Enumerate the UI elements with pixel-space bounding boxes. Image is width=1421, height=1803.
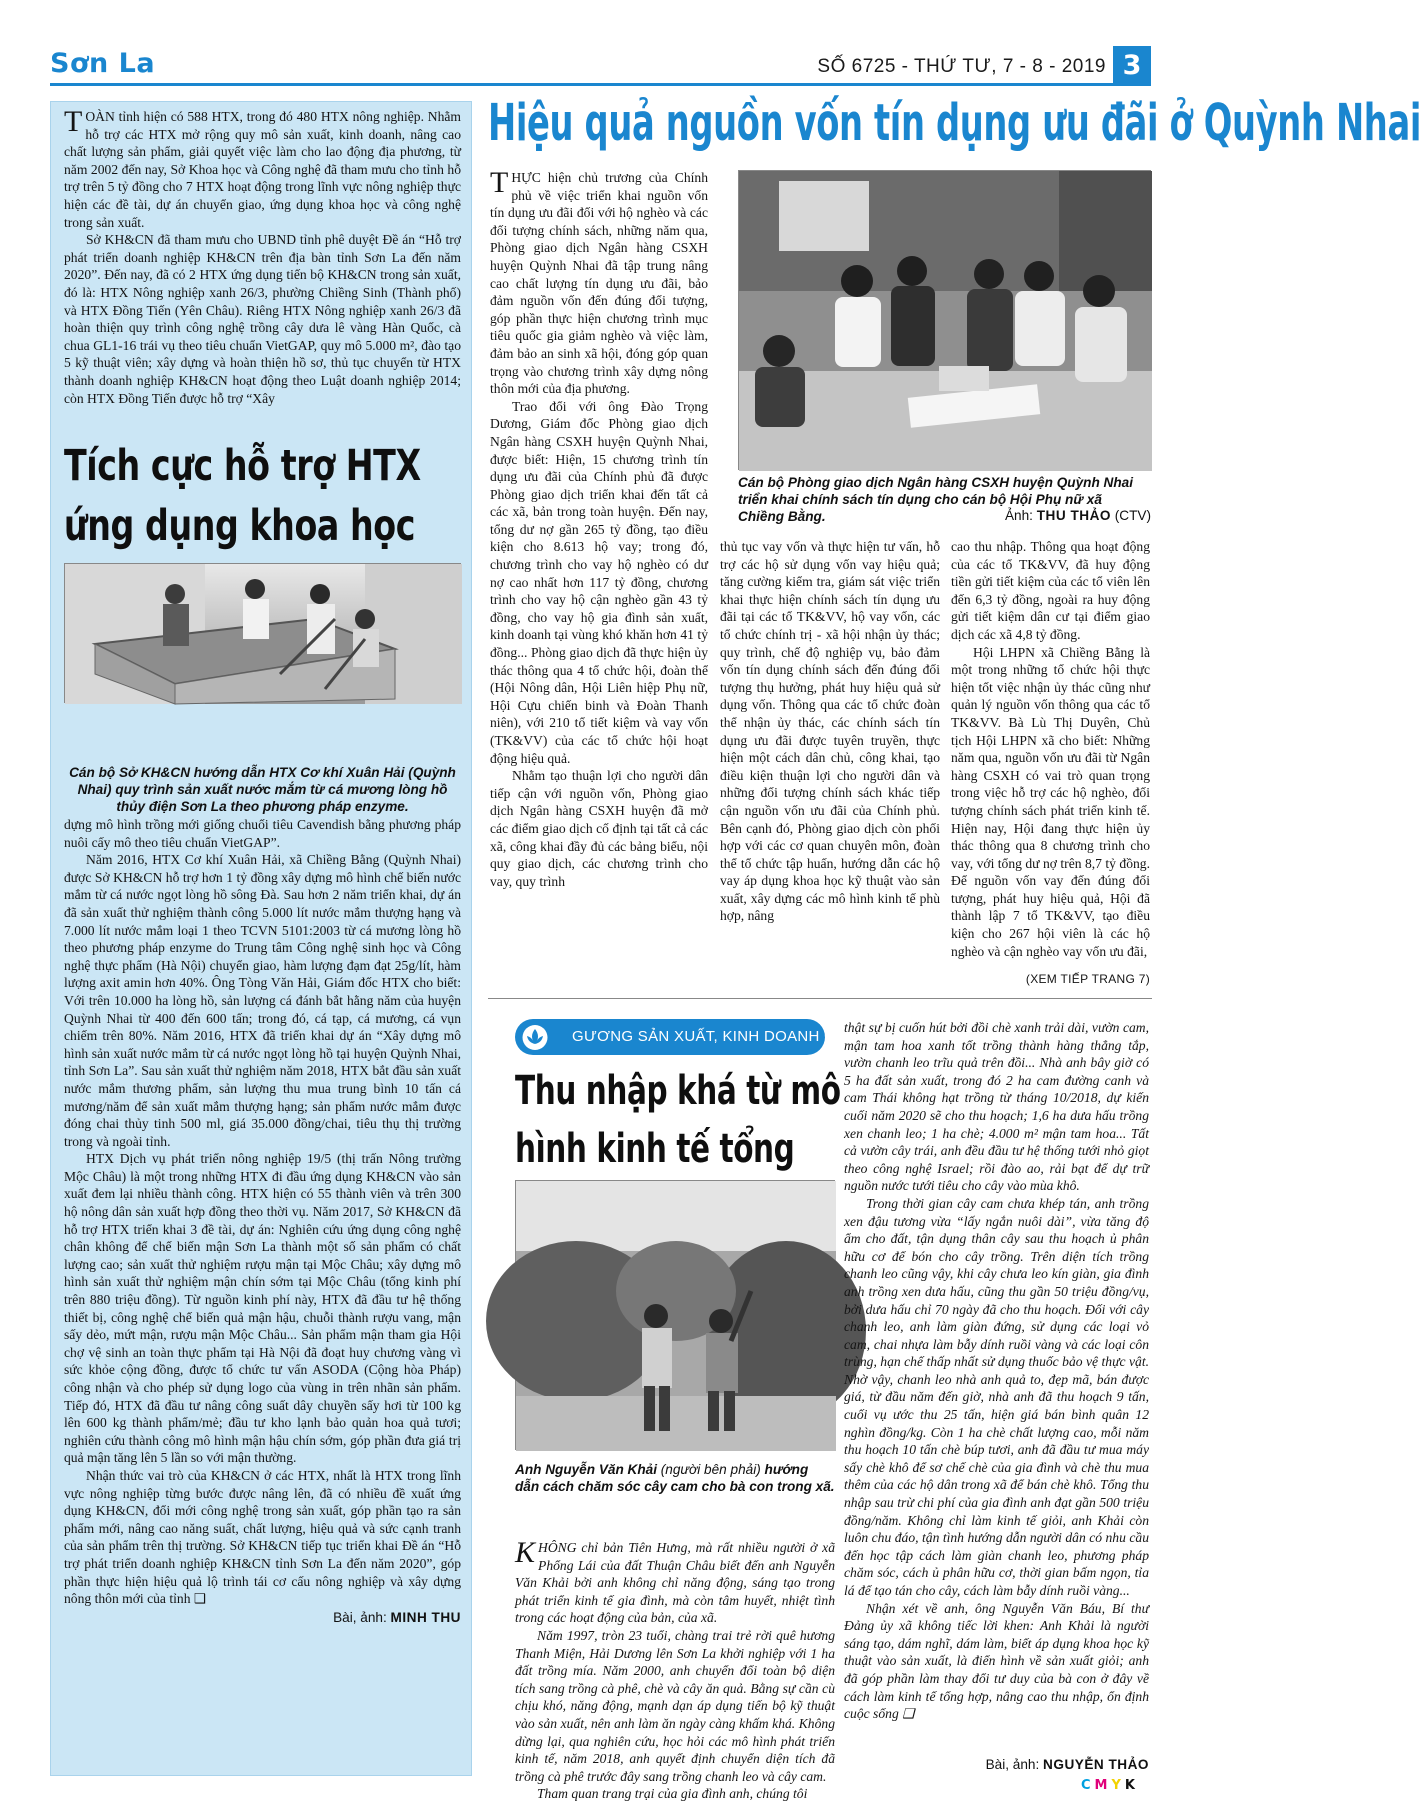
continued-link[interactable]: (XEM TIẾP TRANG 7) [1025,972,1150,986]
main-paragraph: THỰC hiện chủ trương của Chính phủ về việc triển khai nguồn vốn tín dụng ưu đãi đối với hộ nghèo và các đối tượng chính sách, những năm qua, Phòng giao dịch Ngân hàng CSXH huyện Quỳnh Nhai đã tập trung nâng cao chất lượng tín dụng ưu đãi, bảo đảm nguồn vốn đến đúng đối tượng, góp phần thực hiện chương trình mục tiêu quốc gia giảm nghèo và việc làm, đảm bảo an sinh xã hội, đóng góp quan trọng vào chương trình xây dựng nông thôn mới của địa phương. [490,166,708,397]
cmyk-letter: C [1081,1778,1095,1793]
feature-headline: Thu nhập khá từ mô hình kinh tế tổng [515,1068,841,1172]
main-paragraph: Hội LHPN xã Chiềng Bằng là một trong những tổ chức hội thực hiện tốt việc nhận ủy thác cũng như quản lý nguồn vốn thông qua các tổ TK&VV. Bà Lù Thị Duyên, Chủ tịch Hội LHPN xã cho biết: Những năm qua, nguồn vốn ưu đãi từ Ngân hàng CSXH có vai trò quan trọng trong việc hỗ trợ các hộ nghèo, đối tượng chính sách phát triển kinh tế. Hiện nay, Hội đang thực hiện ủy thác thông qua 8 chương trình cho vay, với tổng dư nợ trên 8,7 tỷ đồng. Để nguồn vốn vay đến đúng đối tượng, phát huy hiệu quả, Hội đã thành lập 7 tổ TK&VV, tạo điều kiện cho 267 hội viên là các hộ nghèo và cận nghèo vay vốn ưu đãi, [951,644,1150,959]
feature-credit [844,1757,1149,1772]
issue-date: SỐ 6725 - THỨ TƯ, 7 - 8 - 2019 [817,56,1106,77]
drop-cap: T [64,105,83,138]
cmyk-letter: K [1124,1778,1139,1793]
main-paragraph: cao thu nhập. Thông qua hoạt động của các tổ TK&VV, đã huy động tiền gửi tiết kiệm của các tổ viên lên đến 6,3 tỷ đồng, ngoài ra huy động gửi tiết kiệm dân cư tại điểm giao dịch các xã 4,8 tỷ đồng. [951,539,1150,642]
sidebar-paragraph: dựng mô hình trồng mới giống chuối tiêu Cavendish bằng phương pháp nuôi cấy mô theo tiêu chuẩn VietGAP”. [64,817,461,850]
photo-illustration [65,564,462,704]
feature-paragraph: KHÔNG chỉ bản Tiên Hưng, mà rất nhiều người ở xã Phổng Lái của đất Thuận Châu biết đến anh Nguyễn Văn Khải bởi anh không chỉ năng động, sáng tạo trong phát triển kinh tế gia đình, mà còn tâm huyết, nhiệt tình trong các hoạt động của bản, của xã. [515,1536,835,1626]
masthead-rule [50,83,1135,86]
page-number: 3 [1113,46,1151,86]
sidebar-paragraph: Nhận thức vai trò của KH&CN ở các HTX, nhất là HTX trong lĩnh vực nông nghiệp từng bước được nâng lên, đã có nhiều đề xuất ứng dụng KH&CN, đổi mới công nghệ trong sản xuất, góp phần tạo ra sản phẩm mới, nâng cao năng suất, chất lượng, hiệu quả và sức cạnh tranh của sản phẩm trên thị trường. Sở KH&CN tiếp tục triển khai Đề án “Hỗ trợ phát triển doanh nghiệp KH&CN tỉnh Sơn La đến năm 2020”, góp phần thực hiện hiệu quả lộ trình tái cơ cấu nông nghiệp và xây dựng nông thôn mới của tỉnh ❑ [64,1467,461,1607]
photo-credit-author: THU THẢO [1036,508,1111,523]
feature-article-lead [515,1536,835,1802]
sidebar-headline: Tích cực hỗ trợ HTX ứng dụng khoa học [64,441,421,551]
main-paragraph: Trao đổi với ông Đào Trọng Dương, Giám đốc Phòng giao dịch Ngân hàng CSXH huyện Quỳnh Nhai, được biết: Hiện, 15 chương trình tín dụng ưu đãi của Chính phủ đã được Phòng giao dịch triển khai đến tất cả các xã, bản trong toàn huyện. Đến nay, tổng dư nợ gần 265 tỷ đồng, tạo điều kiện cho 8.613 hộ vay; trong đó, chương trình cho vay hộ nghèo có dư nợ cao nhất hơn 117 tỷ đồng, chương trình cho vay hộ cận nghèo gần 43 tỷ đồng, cho vay hộ gia đình sản xuất, kinh doanh tại vùng khó khăn hơn 41 tỷ đồng... Phòng giao dịch đã thực hiện ủy thác thông qua 4 tổ chức hội, đoàn thể (Hội Nông dân, Hội Liên hiệp Phụ nữ, Hội Cựu chiến binh và Đoàn Thanh niên), với 210 tổ tiết kiệm và vay vốn (TK&VV) của các tổ chức hội hoạt động hiệu quả. [490,398,708,766]
feature-paragraph: Trong thời gian cây cam chưa khép tán, anh trồng xen đậu tương vừa “lấy ngắn nuôi dài”, vừa tăng độ ẩm cho đất, tận dụng thân cây sau thu hoạch ủ phân hữu cơ để bón cho cây trồng. Trên diện tích trồng chanh leo cũng vậy, khi cây chưa leo kín giàn, gia đình anh trồng xen dưa hấu, cũng thu gần 50 triệu đồng/vụ, bởi dưa hấu chỉ 70 ngày đã cho thu hoạch. Đối với cây chanh leo, anh làm giàn đứng, sử dụng các loại vỏ cam, chai nhựa làm bẫy dính ruồi vàng và các loại côn trùng, hạn chế thấp nhất sử dụng thuốc bảo vệ thực vật. Nhờ vậy, chanh leo nhà anh quả to, đẹp mã, bán được giá, từ đầu năm đến giờ, nhà anh đã thu hoạch 9 tấn, cuối vụ ước thu 25 tấn, hiện giá bán bình quân 12 nghìn đồng/kg. Còn 1 ha chè chất lượng cao, mỗi năm thu hoạch 10 tấn chè búp tươi, anh đã đầu tư mua máy sấy chè khô để sơ chế chè của gia đình và chè thu mua thêm của các hộ dân trong xã để bán chè khô. Tổng thu nhập sau trừ chi phí của gia đình anh đạt gần 500 triệu đồng/năm. Không chỉ làm kinh tế giỏi, anh Khải còn luôn chu đáo, tận tình hướng dẫn người dân có nhu cầu đến học tập cách làm giàn chanh leo, phương pháp chăm sóc, cách ủ phân hữu cơ, thời gian bấm ngọn, tỉa lá để tạo tán cho cây, cách làm bẫy dính ruồi vàng... [844,1195,1149,1598]
main-photo-bank-meeting [738,170,1151,470]
section-divider [488,998,1152,999]
credit-author: MINH THU [390,1609,461,1625]
main-paragraph: thủ tục vay vốn và thực hiện tư vấn, hỗ trợ các hộ sử dụng vốn vay hiệu quả; tăng cường kiểm tra, giám sát việc triển khai thực hiện chính sách tín dụng ưu đãi tại các tổ TK&VV, hộ vay vốn, các tổ chức chính trị - xã hội nhận ủy thác; quy trình, chế độ nghiệp vụ, bảo đảm vốn tín dụng chính sách đến đúng đối tượng thụ hưởng, phát huy hiệu quả sử dụng vốn. Thông qua các tổ chức đoàn thể nhận ủy thác, các chính sách tín dụng ưu đãi được tuyên truyền, thực hiện một cách dân chủ, công khai, tạo điều kiện thuận lợi cho người dân và những đối tượng chính sách khác tiếp cận nguồn vốn ưu đãi của Chính phủ. Bên cạnh đó, Phòng giao dịch còn phối hợp với các cơ quan chuyên môn, đoàn thể tổ chức tập huấn, hướng dẫn các hộ vay áp dụng khoa học kỹ thuật vào sản xuất, xây dựng các mô hình kinh tế phù hợp, nâng [720,539,940,924]
credit-author: NGUYỄN THẢO [1043,1757,1149,1772]
photo-illustration [739,171,1152,471]
feature-paragraph: thật sự bị cuốn hút bởi đồi chè xanh trải dài, vườn cam, mận tam hoa xanh tốt trồng thành hàng thẳng tắp, vườn chanh leo trĩu quả trên đồi... Nhà anh bây giờ có 5 ha đất sản xuất, trong đó 2 ha cam đường canh và cam Thái không hạt trồng từ tháng 10/2018, dự kiến cuối năm 2020 sẽ cho thu hoạch; 1,6 ha dưa hấu trồng xen chanh leo; 1 ha chè; 4.000 m² mận tam hoa... Tất cả vườn cây trái, anh đều đầu tư hệ thống tưới nhỏ giọt theo công nghệ Israel; rồi đào ao, rải bạt để dự trữ nguồn nước tưới tiêu cho cây vào mùa khô. [844,1020,1149,1194]
drop-cap: K [515,1536,536,1569]
main-headline: Hiệu quả nguồn vốn tín dụng ưu đãi ở Quỳnh Nhai [488,94,1421,153]
sidebar-paragraph: Năm 2016, HTX Cơ khí Xuân Hải, xã Chiềng Bằng (Quỳnh Nhai) được Sở KH&CN hỗ trợ hơn 1 tỷ đồng xây dựng mô hình chế biến nước mắm từ cá nước ngọt lòng hồ sông Đà. Sau hơn 2 năm triển khai, dự án đã sản xuất thử nghiệm thành công 5.000 lít nước mắm thượng hạng và 7.000 lít nước mắm loại 1 theo TCVN 5101:2003 từ cá mương lòng hồ theo phương pháp enzyme do Trung tâm Công nghệ sinh học và Công nghệ thực phẩm (Hà Nội) chuyển giao, hàm lượng đạm đạt 25g/lít, hàm lượng axit amin hơn 40%. Ông Tòng Văn Hải, Giám đốc HTX cho biết: Với trên 10.000 ha lòng hồ, sản lượng cá đánh bắt hằng năm của huyện Quỳnh Nhai từ 400 đến 600 tấn; trong đó, cá tạp, cá mương, cá vụn chiếm trên 80%. Năm 2016, HTX đã triển khai dự án “Xây dựng mô hình sản xuất nước mắm từ cá nước ngọt lòng hồ tại huyện Quỳnh Nhai, tỉnh Sơn La”. Sau sản xuất thử nghiệm năm 2018, HTX bắt đầu sản xuất nước mắm thương phẩm, sản lượng thu mua trung bình 10 tấn cá mương/năm để sản xuất mắm thượng hạng; sản phẩm nước mắm được đóng chai thủy tinh 500 ml, giá 35.000 đồng/chai, tiêu thụ thị trường trong và ngoài tỉnh. [64,852,461,1149]
photo-illustration [516,1181,836,1451]
feature-paragraph: Tham quan trang trại của gia đình anh, chúng tôi [537,1786,808,1802]
credit-label: Bài, ảnh: [333,1609,387,1625]
lotus-icon [521,1024,549,1051]
credit-label: Bài, ảnh: [985,1757,1040,1772]
sidebar-photo-caption: Cán bộ Sở KH&CN hướng dẫn HTX Cơ khí Xuân Hải (Quỳnh Nhai) quy trình sản xuất nước mắm từ cá mương lòng hồ thủy điện Sơn La theo phương pháp enzyme. [69,765,456,814]
main-article-column-2 [720,538,940,984]
photo-credit-note: (CTV) [1114,508,1151,523]
drop-cap: T [490,166,509,199]
sidebar-paragraph: TOÀN tỉnh hiện có 588 HTX, trong đó 480 HTX nông nghiệp. Nhằm hỗ trợ các HTX mở rộng quy mô sản xuất, kinh doanh, nâng cao chất lượng sản phẩm, giải quyết việc làm cho lao động địa phương, từ năm 2002 đến nay, Sở Khoa học và Công nghệ đã tham mưu cho tỉnh hỗ trợ trên 5 tỷ đồng cho 7 HTX hoạt động trong lĩnh vực nông nghiệp thực hiện các đề tài, dự án chuyển giao, ứng dụng khoa học và công nghệ trong sản xuất. [64,105,461,230]
feature-photo-caption: Anh Nguyễn Văn Khải (người bên phải) hướng dẫn cách chăm sóc cây cam cho bà con trong xã. [515,1462,835,1494]
cmyk-letter: M [1094,1778,1112,1793]
main-article-column-3 [951,538,1150,968]
sidebar-photo-fish-sauce-factory [64,563,461,703]
sidebar-article-text-top [64,105,461,415]
section-name: Sơn La [50,48,156,79]
sidebar-paragraph: Sở KH&CN đã tham mưu cho UBND tỉnh phê duyệt Đề án “Hỗ trợ phát triển doanh nghiệp KH&CN trên địa bàn tỉnh Sơn La đến năm 2020”. Đến nay, đã có 2 HTX ứng dụng tiến bộ KH&CN trong sản xuất, đó là: HTX Nông nghiệp xanh 26/3, phường Chiềng Sinh (Thành phố) và HTX Đồng Tiến (Yên Châu). Riêng HTX Nông nghiệp xanh 26/3 đã hoàn thiện quy trình công nghệ trồng cây dưa lê vàng Hàn Quốc, cà chua GL1-16 trái vụ theo tiêu chuẩn VietGAP, quy mô 5.000 m², đào tạo 5 kỹ thuật viên; xây dựng và hoàn thiện hồ sơ, thủ tục chuyển từ HTX thành doanh nghiệp KH&CN hoạt động theo Luật doanh nghiệp 2014; còn HTX Đồng Tiến được hỗ trợ “Xây [64,232,461,406]
cmyk-print-marks [1081,1778,1139,1793]
feature-paragraph: Năm 1997, tròn 23 tuổi, chàng trai trẻ rời quê hương Thanh Miện, Hải Dương lên Sơn La khởi nghiệp với 1 ha đất trồng mía. Năm 2000, anh chuyển đổi toàn bộ diện tích sang trồng cà phê, chè và cây ăn quả. Bằng sự cần cù chịu khó, năng động, mạnh dạn áp dụng tiến bộ kỹ thuật vào sản xuất, nên anh làm ăn ngày càng khấm khá. Không dừng lại, qua nghiên cứu, học hỏi các mô hình phát triển kinh tế, năm 2018, anh quyết định chuyển diện tích đã trồng cà phê trước đây sang trồng chanh leo và cây cam. [515,1627,835,1784]
photo-credit-label: Ảnh: [1004,508,1033,523]
cmyk-letter: Y [1111,1778,1125,1793]
feature-article-right-column [844,1019,1149,1754]
sidebar-article-text-bottom [64,816,461,1766]
feature-photo-orange-orchard [515,1180,835,1450]
feature-paragraph: Nhận xét về anh, ông Nguyễn Văn Báu, Bí thư Đảng ủy xã không tiếc lời khen: Anh Khải là người sáng tạo, dám nghĩ, dám làm, biết áp dụng khoa học kỹ thuật vào sản xuất, là điển hình về sản xuất giỏi; anh đã góp phần làm thay đổi tư duy của bà con ở đây về cách làm kinh tế tổng hợp, nâng cao thu nhập, ổn định cuộc sống ❑ [844,1600,1149,1722]
main-photo-caption: Cán bộ Phòng giao dịch Ngân hàng CSXH huyện Quỳnh Nhai triển khai chính sách tín dụng cho cán bộ Hội Phụ nữ xã Chiềng Bằng. [738,475,1133,524]
sidebar-credit [64,1609,461,1627]
main-article-column-1 [490,166,708,984]
section-tag: GƯƠNG SẢN XUẤT, KINH DOANH GIỎI [572,1028,858,1045]
main-paragraph: Nhằm tạo thuận lợi cho người dân tiếp cận với nguồn vốn, Phòng giao dịch Ngân hàng CSXH huyện đã mở các điểm giao dịch cố định tại tất cả các xã, công khai đầy đủ các bảng biểu, nội quy giao dịch, các chương trình cho vay, quy trình [490,768,708,889]
main-photo-credit [738,508,1151,523]
sidebar-paragraph: HTX Dịch vụ phát triển nông nghiệp 19/5 (thị trấn Nông trường Mộc Châu) là một trong những HTX đi đầu ứng dụng KH&CN vào sản xuất đem lại nhiều thành công. HTX hiện có 55 thành viên và trên 300 hộ nông dân sản xuất hợp đồng theo thời vụ. Năm 2017, Sở KH&CN đã hỗ trợ HTX triển khai 3 đề tài, dự án: Nghiên cứu ứng dụng công nghệ chân không để chế biến mận Sơn La thành một số sản phẩm có chất lượng cao; sản xuất thử nghiệm rượu mận tại Mộc Châu; xây dựng mô hình sản xuất thử nghiệm mận chín sớm tại Mộc Châu (tổng kinh phí trên 880 triệu đồng). Từ nguồn kinh phí này, HTX đã đầu tư hệ thống thiết bị, công nghệ chế biến quả mận hậu, chuỗi thành rượu vang, mận sấy dẻo, mứt mận, rượu mận Mộc Châu... Sản phẩm mận tham gia Hội chợ vệ sinh an toàn thực phẩm tại Hà Nội đã đoạt huy chương vàng vì sức khỏe cộng đồng, được tổ chức tư vấn ASODA (Cộng hòa Pháp) công nhận và cho phép sử dụng logo của vùng in trên nhãn sản phẩm. Tiếp đó, HTX đã đầu tư nâng công suất dây chuyền sấy hơi từ 100 kg lên 600 kg thành phẩm/mẻ; đầu tư kho lạnh bảo quản hoa quả tươi; nghiên cứu thành công mô hình mận hậu chín sớm, góp phần đưa giá trị quả mận tăng lên 5 lần so với mận thường. [64,1151,461,1466]
